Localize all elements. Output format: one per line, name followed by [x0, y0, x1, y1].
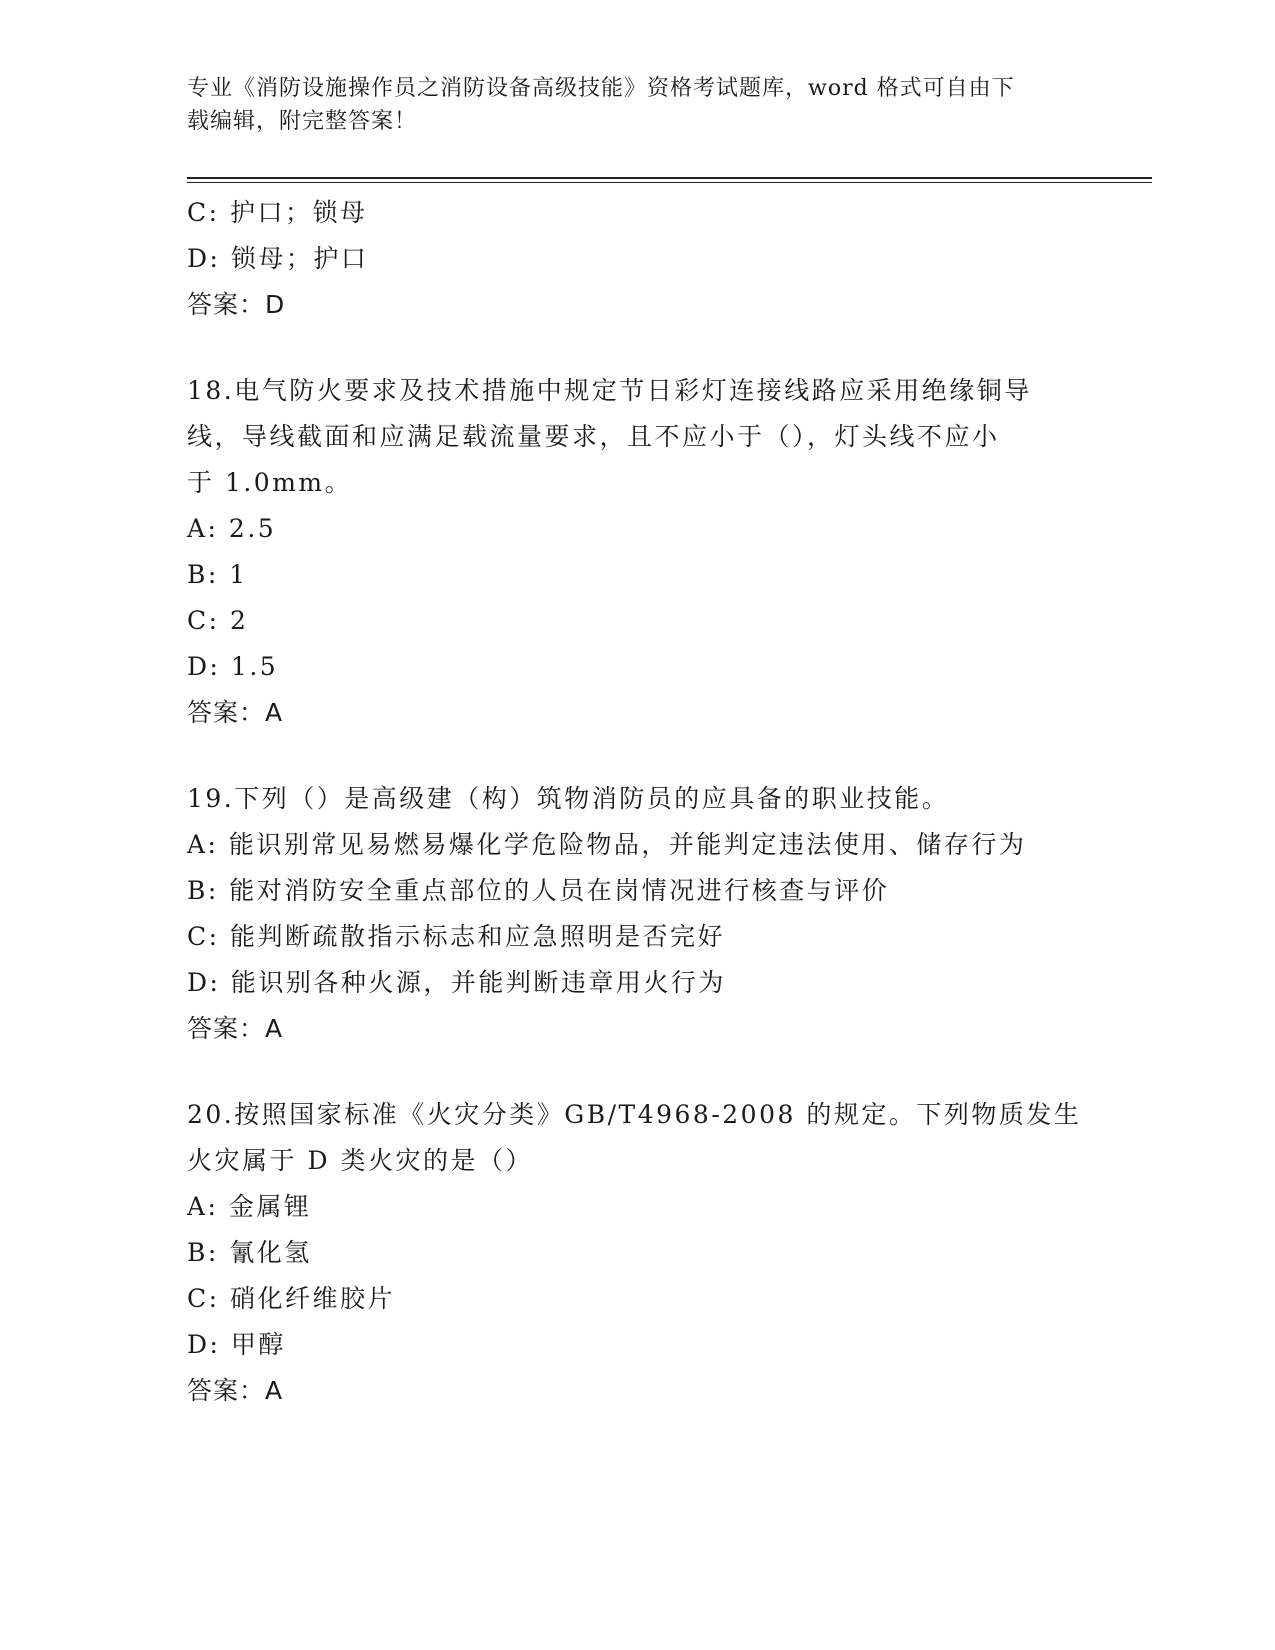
question-list [187, 190, 1087, 1414]
answer: 答案：A [187, 1014, 284, 1043]
question-stem-line: 火灾属于 D 类火灾的是（） [187, 1146, 533, 1175]
question-stem-line: 于 1.0mm。 [187, 468, 353, 497]
option-d: D: 甲醇 [187, 1330, 286, 1359]
header-divider-thick [187, 177, 1152, 179]
question-stem-line: 19.下列（）是高级建（构）筑物消防员的应具备的职业技能。 [187, 784, 950, 813]
header-line-1: 专业《消防设施操作员之消防设备高级技能》资格考试题库，word 格式可自由下 [187, 76, 1015, 101]
option-a: A: 金属锂 [187, 1192, 312, 1221]
option-a: A: 能识别常见易燃易爆化学危险物品，并能判定违法使用、储存行为 [187, 830, 1027, 859]
option-b: B: 1 [187, 560, 248, 589]
question-18 [187, 368, 1087, 736]
header-line-2: 载编辑，附完整答案！ [187, 109, 418, 134]
answer: 答案：A [187, 698, 284, 727]
document-header [187, 72, 1087, 138]
question-stem-line: 20.按照国家标准《火灾分类》GB/T4968-2008 的规定。下列物质发生 [187, 1100, 1082, 1129]
question-fragment [187, 190, 1087, 328]
option-d: D: 能识别各种火源，并能判断违章用火行为 [187, 968, 726, 997]
answer: 答案：A [187, 1376, 284, 1405]
answer: 答案：D [187, 290, 286, 319]
option-b: B: 氰化氢 [187, 1238, 312, 1267]
question-20 [187, 1092, 1087, 1414]
question-stem-line: 线，导线截面和应满足载流量要求，且不应小于（），灯头线不应小 [187, 422, 1000, 451]
option-c: C: 硝化纤维胶片 [187, 1284, 395, 1313]
question-19 [187, 776, 1087, 1052]
option-d: D: 锁母；护口 [187, 244, 369, 273]
option-d: D: 1.5 [187, 652, 279, 681]
option-c: C: 能判断疏散指示标志和应急照明是否完好 [187, 922, 725, 951]
option-c: C: 2 [187, 606, 249, 635]
question-stem-line: 18.电气防火要求及技术措施中规定节日彩灯连接线路应采用绝缘铜导 [187, 376, 1032, 405]
option-c: C: 护口；锁母 [187, 198, 368, 227]
option-a: A: 2.5 [187, 514, 277, 543]
option-b: B: 能对消防安全重点部位的人员在岗情况进行核查与评价 [187, 876, 890, 905]
header-divider-thin [187, 182, 1152, 183]
